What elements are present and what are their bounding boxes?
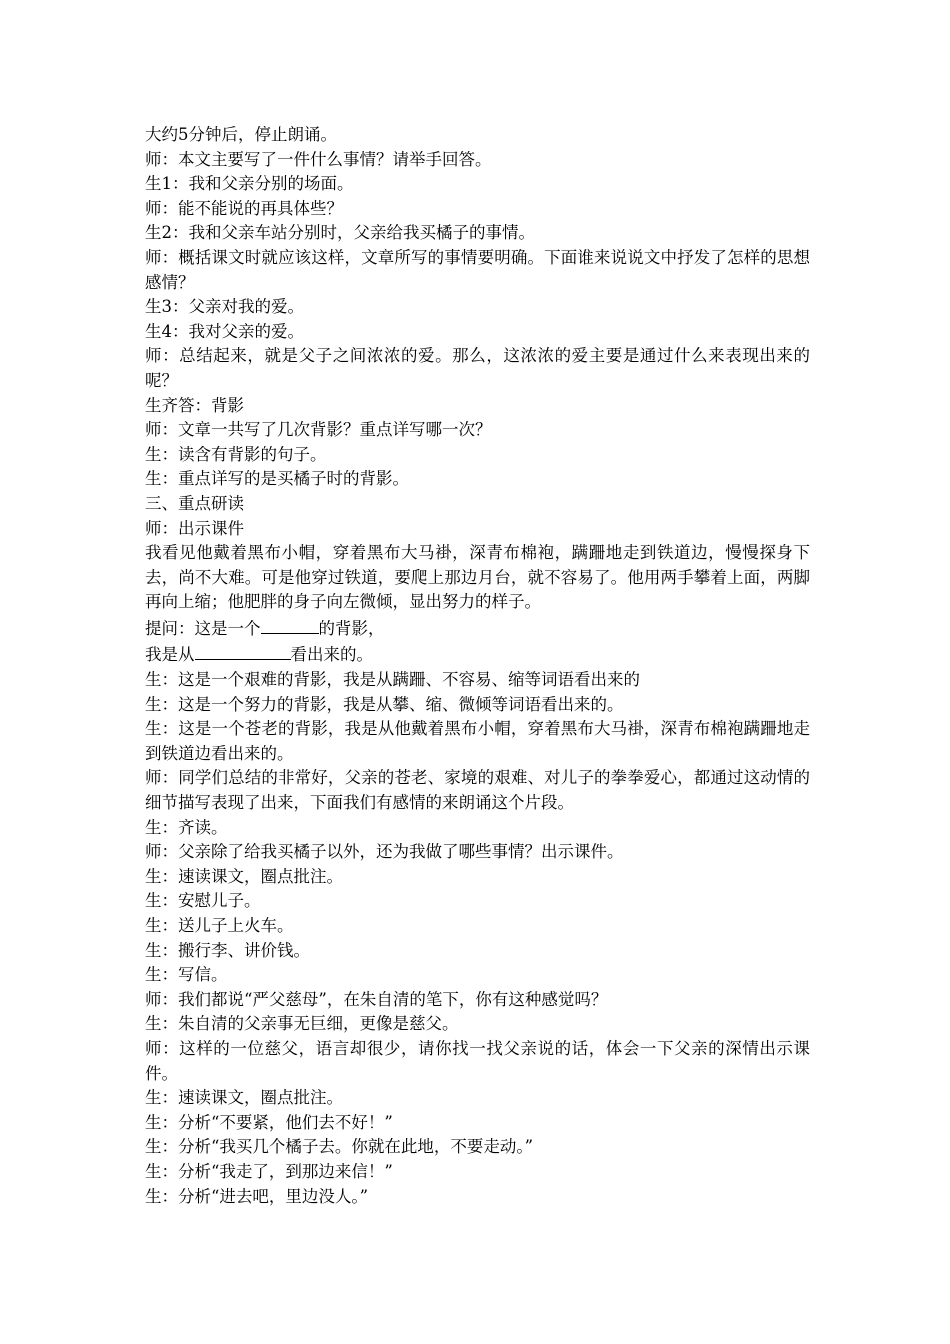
- paragraph: 生：朱自清的父亲事无巨细，更像是慈父。: [145, 1014, 459, 1034]
- paragraph: 生：速读课文，圈点批注。: [145, 1088, 343, 1108]
- document-page: [145, 123, 810, 1209]
- paragraph: 师：文章一共写了几次背影？重点详写哪一次？: [145, 420, 492, 440]
- section-heading: 三、重点研读: [145, 493, 244, 513]
- fill-blank: [261, 615, 319, 634]
- paragraph: 生1：我和父亲分别的场面。: [145, 174, 354, 194]
- paragraph: 生：分析“我买几个橘子去。你就在此地，不要走动。”: [145, 1137, 534, 1157]
- paragraph: 师：本文主要写了一件什么事情？请举手回答。: [145, 149, 492, 169]
- paragraph: 生：安慰儿子。: [145, 891, 261, 911]
- paragraph: 生2：我和父亲车站分别时，父亲给我买橘子的事情。: [145, 223, 535, 243]
- paragraph: 大约5分钟后，停止朗诵。: [145, 125, 337, 144]
- question-line-2: [145, 641, 810, 668]
- paragraph: 生4：我对父亲的爱。: [145, 321, 304, 341]
- paragraph: 师：我们都说“严父慈母”，在朱自清的笔下，你有这种感觉吗？: [145, 989, 608, 1009]
- quoted-excerpt: 我看见他戴着黑布小帽，穿着黑布大马褂，深青布棉袍，蹒跚地走到铁道边，慢慢探身下去，尚不大难。可是他穿过铁道，要爬上那边月台，就不容易了。他用两手攀着上面，两脚再向上缩；他肥胖的身子向左微倾，显出努力的样子。: [145, 543, 810, 612]
- paragraph: 生：搬行李、讲价钱。: [145, 940, 310, 960]
- paragraph: 生：读含有背影的句子。: [145, 444, 327, 464]
- paragraph: 生：送儿子上火车。: [145, 916, 294, 935]
- paragraph: 生3：父亲对我的爱。: [145, 297, 304, 317]
- paragraph: 生齐答：背影: [145, 395, 244, 415]
- paragraph: 师：这样的一位慈父，语言却很少，请你找一找父亲说的话，体会一下父亲的深情出示课件。: [145, 1038, 810, 1083]
- paragraph: 生：重点详写的是买橘子时的背影。: [145, 469, 409, 489]
- question-text: 我是从: [145, 645, 195, 665]
- paragraph: 师：总结起来，就是父子之间浓浓的爱。那么，这浓浓的爱主要是通过什么来表现出来的呢？: [145, 346, 810, 390]
- paragraph: 生：分析“我走了，到那边来信！”: [145, 1161, 393, 1181]
- paragraph: 生：齐读。: [145, 817, 228, 837]
- paragraph: 师：概括课文时就应该这样，文章所写的事情要明确。下面谁来说说文中抒发了怎样的思想感情？: [145, 247, 810, 292]
- question-text: 提问：这是一个: [145, 618, 261, 638]
- paragraph: 生：这是一个苍老的背影，我是从他戴着黑布小帽，穿着黑布大马褂，深青布棉袍蹒跚地走到铁道边看出来的。: [145, 719, 810, 763]
- paragraph: 师：父亲除了给我买橘子以外，还为我做了哪些事情？出示课件。: [145, 842, 624, 862]
- question-text: 的背影，: [318, 618, 385, 638]
- paragraph: 生：这是一个艰难的背影，我是从蹒跚、不容易、缩等词语看出来的: [145, 670, 640, 690]
- paragraph: 生：分析“不要紧，他们去不好！”: [145, 1112, 393, 1132]
- question-text: 看出来的。: [290, 645, 373, 665]
- paragraph: 生：这是一个努力的背影，我是从攀、缩、微倾等词语看出来的。: [145, 694, 624, 714]
- paragraph: 师：出示课件: [145, 518, 244, 538]
- paragraph: 生：速读课文，圈点批注。: [145, 866, 343, 886]
- fill-blank: [195, 641, 291, 660]
- question-line-1: [145, 615, 810, 642]
- paragraph: 生：分析“进去吧，里边没人。”: [145, 1186, 369, 1206]
- paragraph: 师：能不能说的再具体些？: [145, 198, 343, 218]
- paragraph: 生：写信。: [145, 965, 228, 985]
- paragraph: 师：同学们总结的非常好，父亲的苍老、家境的艰难、对儿子的拳拳爱心，都通过这动情的细节描写表现了出来，下面我们有感情的来朗诵这个片段。: [145, 768, 810, 813]
